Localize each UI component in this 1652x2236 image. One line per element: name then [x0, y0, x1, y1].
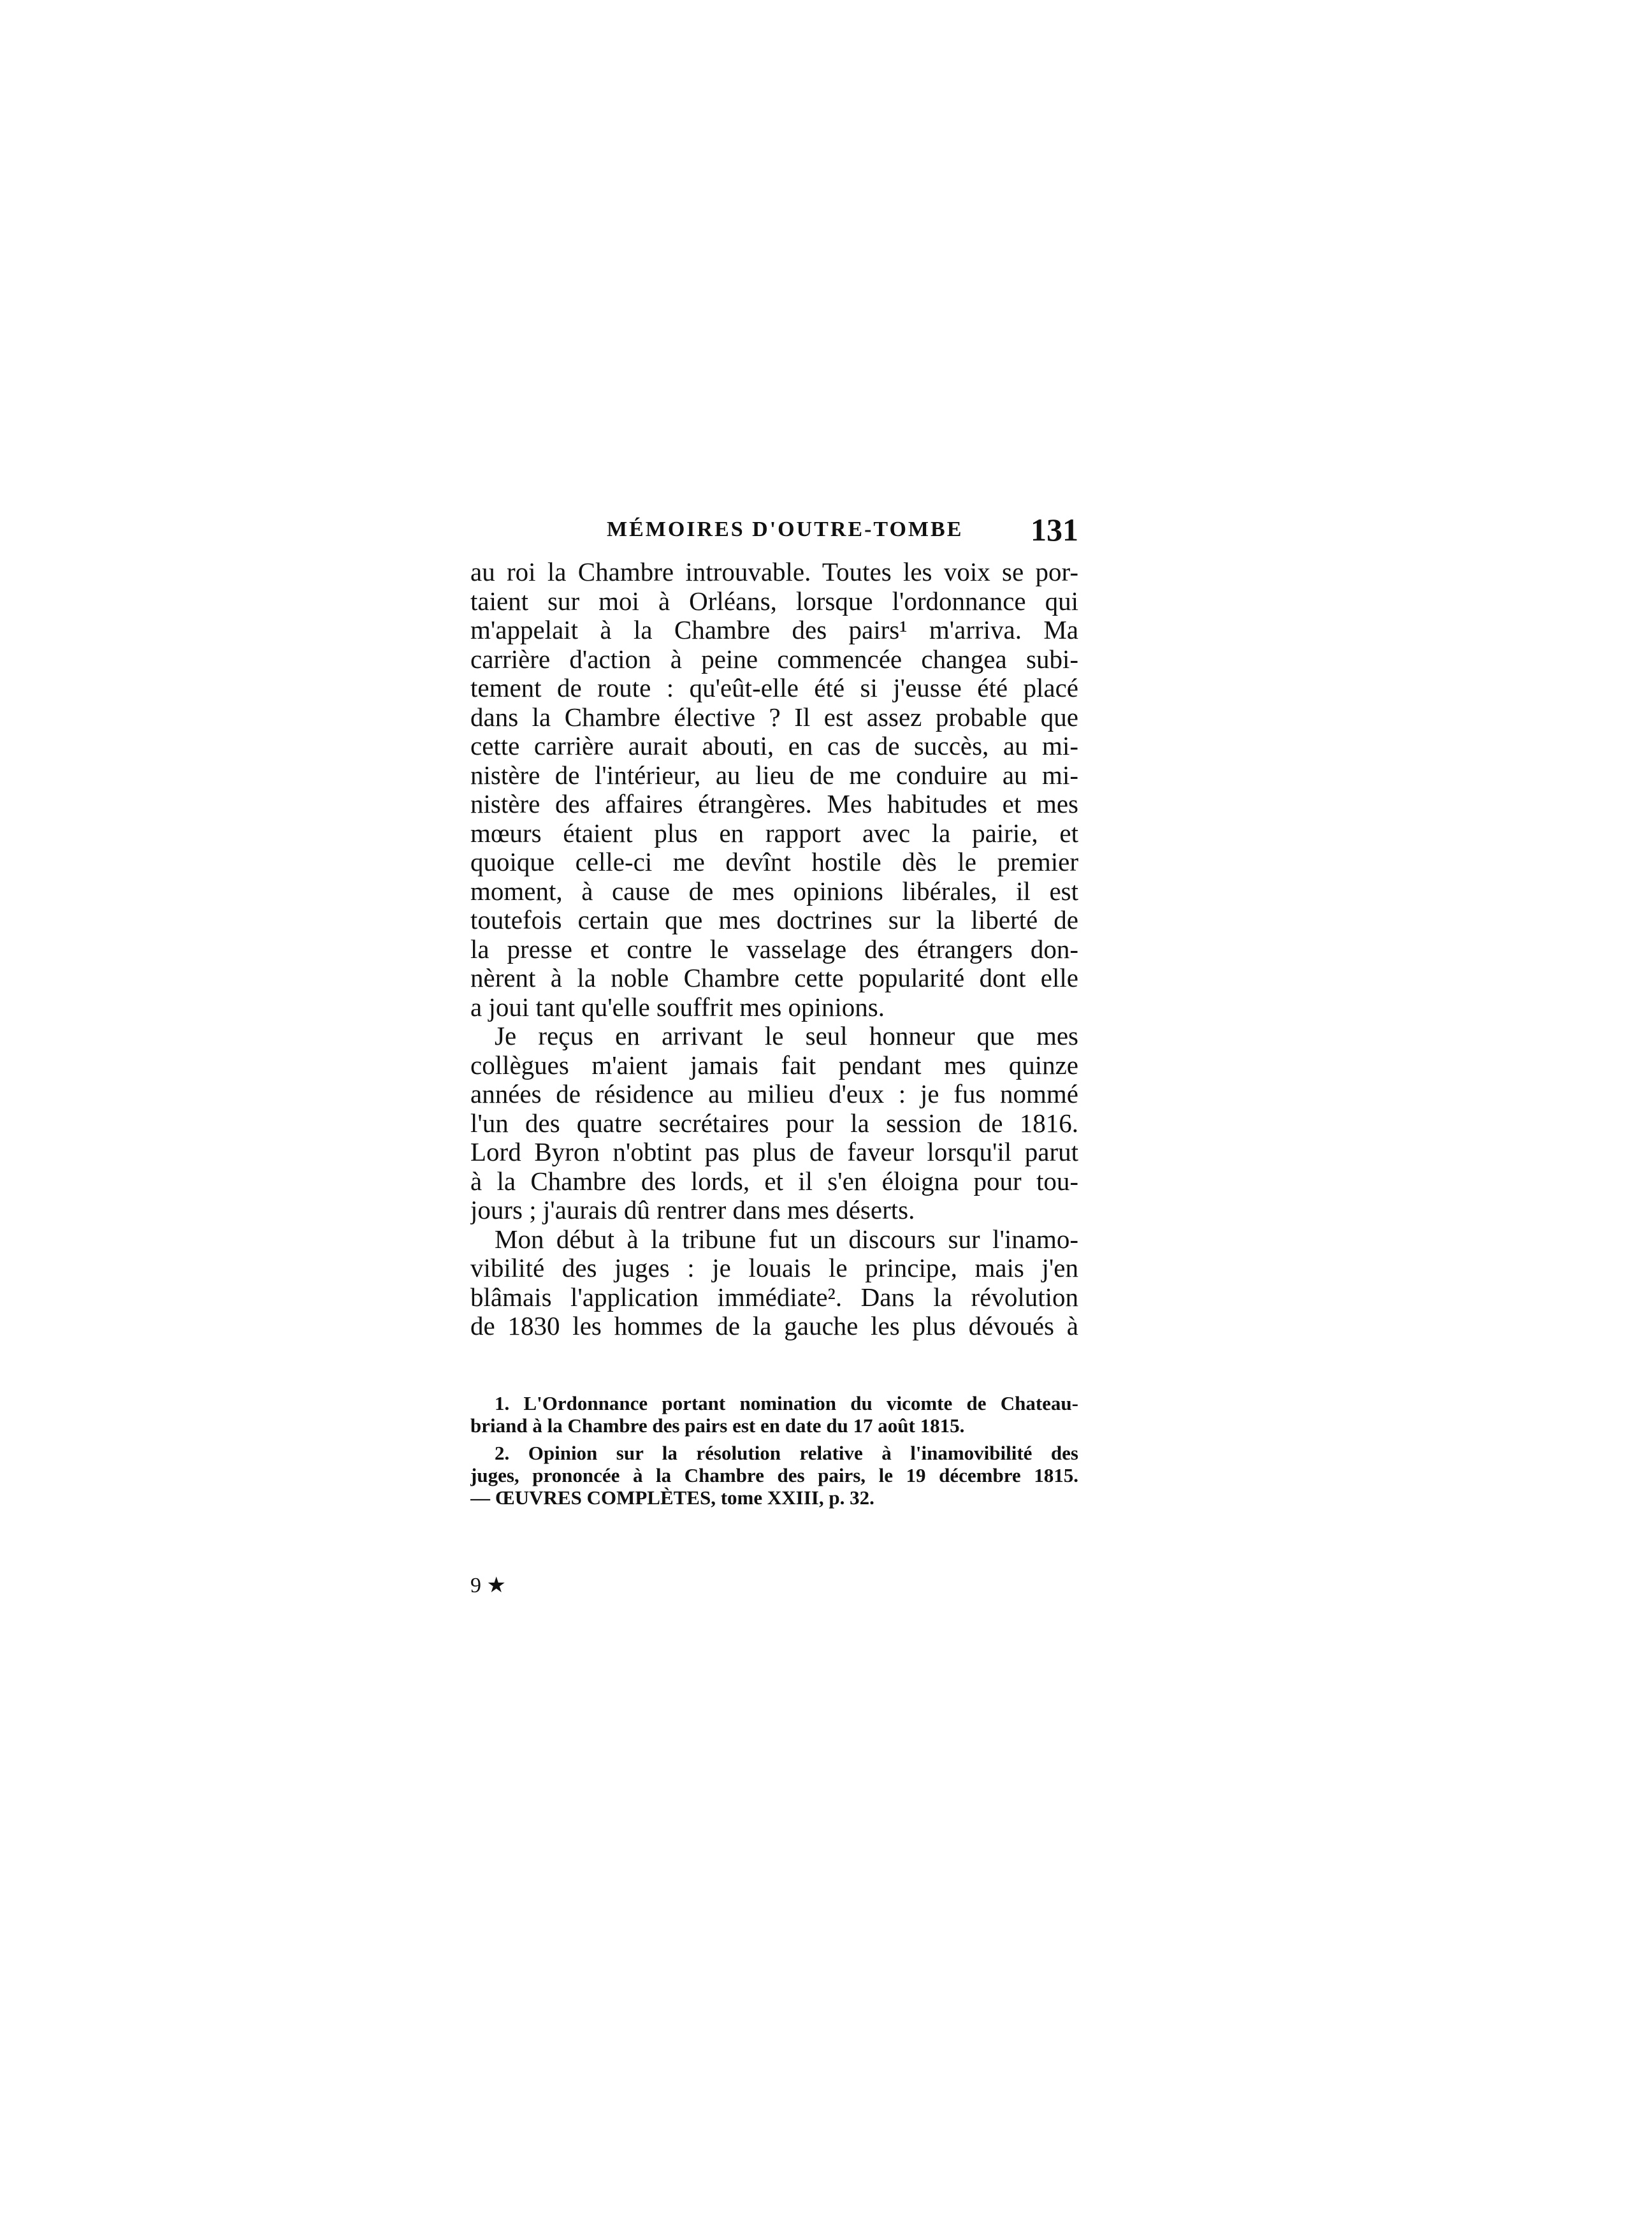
text-line: a joui tant qu'elle souffrit mes opinions.: [470, 992, 885, 1022]
page-number: 131: [1031, 512, 1078, 548]
footnote-line: 1. L'Ordonnance portant nomination du vicomte de Chateau-: [495, 1393, 1078, 1414]
footnotes: [470, 1393, 1078, 1509]
text-line: taient sur moi à Orléans, lorsque l'ordonnance qui: [470, 586, 1078, 616]
text-line: jours ; j'aurais dû rentrer dans mes déserts.: [470, 1196, 915, 1224]
running-title: MÉMOIRES D'OUTRE-TOMBE: [607, 518, 964, 541]
text-line: années de résidence au milieu d'eux : je fus nommé: [470, 1080, 1078, 1108]
footnote-line: — ŒUVRES COMPLÈTES, tome XXIII, p. 32.: [470, 1487, 874, 1509]
text-line: de 1830 les hommes de la gauche les plus dévoués à: [470, 1312, 1078, 1340]
text-line: à la Chambre des lords, et il s'en éloigna pour tou-: [470, 1166, 1078, 1196]
text-line: nèrent à la noble Chambre cette popularité dont elle: [470, 964, 1078, 992]
text-line: Mon début à la tribune fut un discours sur l'inamo-: [495, 1224, 1078, 1254]
text-line: nistère de l'intérieur, au lieu de me conduire au mi-: [470, 760, 1078, 790]
text-line: blâmais l'application immédiate². Dans la révolution: [470, 1282, 1078, 1312]
text-line: moment, à cause de mes opinions libérales, il est: [470, 876, 1078, 906]
body-text: [470, 558, 1078, 1341]
running-head: [470, 512, 1078, 553]
text-line: au roi la Chambre introuvable. Toutes les voix se por-: [470, 558, 1078, 586]
printer-signature-mark: 9 ★: [470, 1574, 506, 1597]
text-line: dans la Chambre élective ? Il est assez probable que: [470, 702, 1078, 732]
text-line: toutefois certain que mes doctrines sur la liberté de: [470, 906, 1078, 934]
text-line: quoique celle-ci me devînt hostile dès le premier: [470, 848, 1078, 876]
text-line: mœurs étaient plus en rapport avec la pairie, et: [470, 818, 1078, 848]
text-line: carrière d'action à peine commencée changea subi-: [470, 644, 1078, 674]
footnote-line: 2. Opinion sur la résolution relative à l'inamovibilité des: [495, 1442, 1078, 1464]
footnote-line: briand à la Chambre des pairs est en date du 17 août 1815.: [470, 1415, 965, 1437]
text-line: l'un des quatre secrétaires pour la session de 1816.: [470, 1108, 1078, 1138]
text-line: nistère des affaires étrangères. Mes habitudes et mes: [470, 790, 1078, 818]
text-line: collègues m'aient jamais fait pendant mes quinze: [470, 1050, 1078, 1080]
text-line: m'appelait à la Chambre des pairs¹ m'arriva. Ma: [470, 616, 1078, 644]
text-line: vibilité des juges : je louais le principe, mais j'en: [470, 1254, 1078, 1282]
text-line: Je reçus en arrivant le seul honneur que mes: [495, 1022, 1078, 1050]
text-line: Lord Byron n'obtint pas plus de faveur lorsqu'il parut: [470, 1138, 1078, 1166]
text-line: tement de route : qu'eût-elle été si j'eusse été placé: [470, 674, 1078, 702]
text-line: la presse et contre le vasselage des étrangers don-: [470, 934, 1078, 964]
footnote-line: juges, prononcée à la Chambre des pairs, le 19 décembre 1815.: [470, 1465, 1078, 1486]
text-line: cette carrière aurait abouti, en cas de succès, au mi-: [470, 732, 1078, 760]
